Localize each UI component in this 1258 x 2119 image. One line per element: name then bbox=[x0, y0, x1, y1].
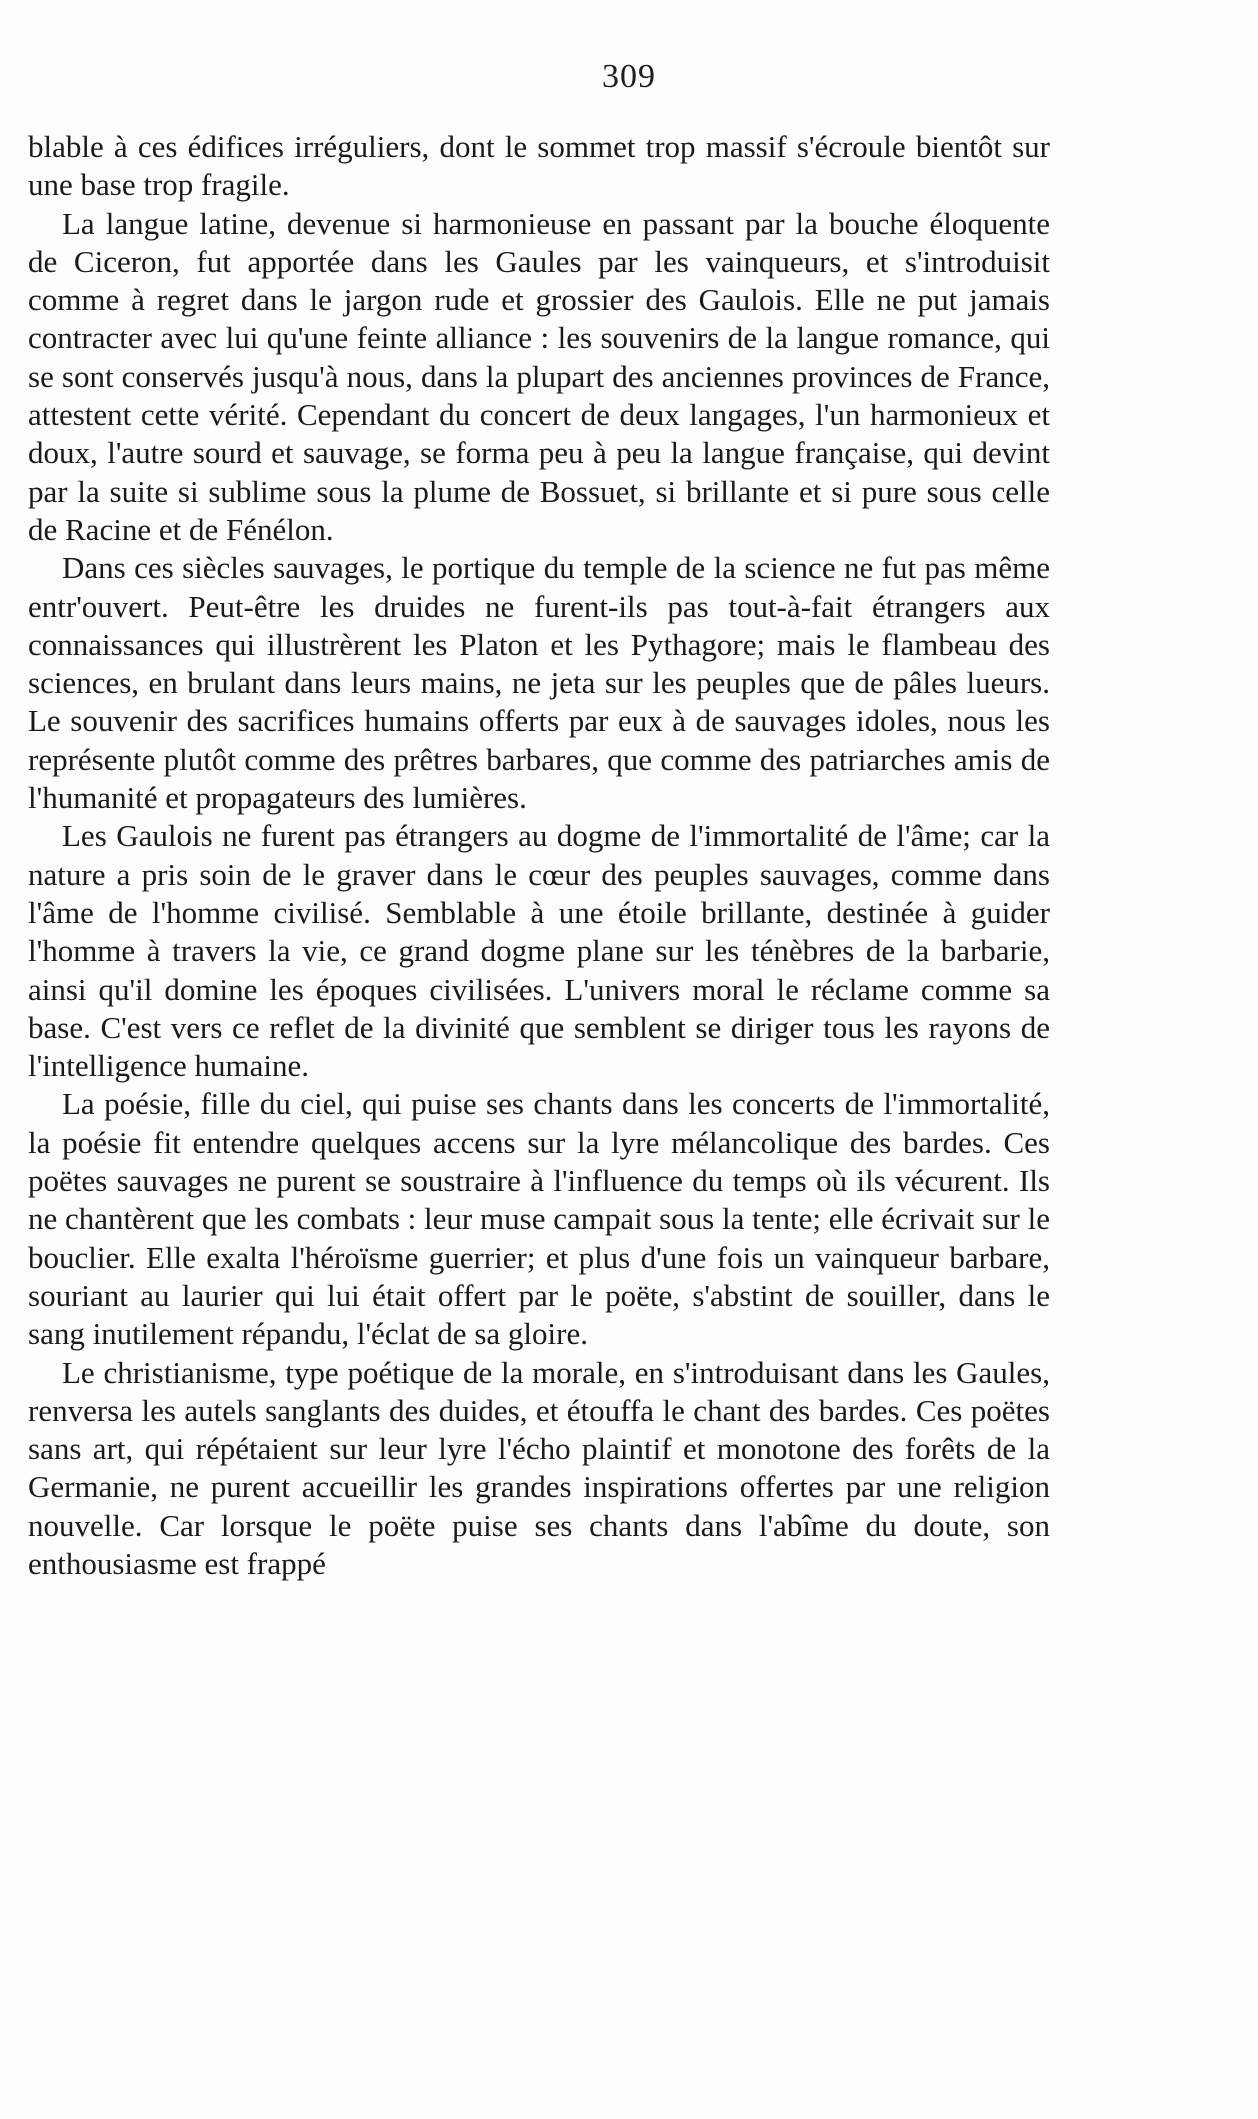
paragraph-continuation: blable à ces édifices irréguliers, dont le sommet trop massif s'écroule bientôt sur une base trop fragile. bbox=[28, 129, 1050, 203]
paragraph-science-druids: Dans ces siècles sauvages, le portique du temple de la science ne fut pas même entr'ouvert. Peut-être les druides ne furent-ils pas tout-à-fait étrangers aux connaissances qui illustrèrent les Platon et les Pythagore; mais le flambeau des sciences, en brulant dans leurs mains, ne jeta sur les peuples que de pâles lueurs. Le souvenir des sacrifices humains offerts par eux à de sauvages idoles, nous les représente plutôt comme des prêtres barbares, que comme des patriarches amis de l'humanité et propagateurs des lumières. bbox=[28, 550, 1050, 816]
paragraph-christianity: Le christianisme, type poétique de la morale, en s'introduisant dans les Gaules, renversa les autels sanglants des duides, et étouffa le chant des bardes. Ces poëtes sans art, qui répétaient sur leur lyre l'écho plaintif et monotone des forêts de la Germanie, ne purent accueillir les grandes inspirations offertes par une religion nouvelle. Car lorsque le poëte puise ses chants dans l'abîme du doute, son enthousiasme est frappé bbox=[28, 1354, 1050, 1581]
body-text bbox=[28, 128, 1050, 1583]
paragraph-immortality: Les Gaulois ne furent pas étrangers au dogme de l'immortalité de l'âme; car la nature a pris soin de le graver dans le cœur des peuples sauvages, comme dans l'âme de l'homme civilisé. Semblable à une étoile brillante, destinée à guider l'homme à travers la vie, ce grand dogme plane sur les ténèbres de la barbarie, ainsi qu'il domine les époques civilisées. L'univers moral le réclame comme sa base. C'est vers ce reflet de la divinité que semblent se diriger tous les rayons de l'intelligence humaine. bbox=[28, 818, 1050, 1084]
paragraph-poetry-bards: La poésie, fille du ciel, qui puise ses chants dans les concerts de l'immortalité, la poésie fit entendre quelques accens sur la lyre mélancolique des bardes. Ces poëtes sauvages ne purent se soustraire à l'influence du temps où ils vécurent. Ils ne chantèrent que les combats : leur muse campait sous la tente; elle écrivait sur le bouclier. Elle exalta l'héroïsme guerrier; et plus d'une fois un vainqueur barbare, souriant au laurier qui lui était offert par le poëte, s'abstint de souiller, dans le sang inutilement répandu, l'éclat de sa gloire. bbox=[28, 1086, 1050, 1352]
paragraph-latin-language: La langue latine, devenue si harmonieuse en passant par la bouche éloquente de Ciceron, fut apportée dans les Gaules par les vainqueurs, et s'introduisit comme à regret dans le jargon rude et grossier des Gaulois. Elle ne put jamais contracter avec lui qu'une feinte alliance : les souvenirs de la langue romance, qui se sont conservés jusqu'à nous, dans la plupart des anciennes provinces de France, attestent cette vérité. Cependant du concert de deux langages, l'un harmonieux et doux, l'autre sourd et sauvage, se forma peu à peu la langue française, qui devint par la suite si sublime sous la plume de Bossuet, si brillante et si pure sous celle de Racine et de Fénélon. bbox=[28, 205, 1050, 547]
page-number: 309 bbox=[602, 58, 656, 95]
